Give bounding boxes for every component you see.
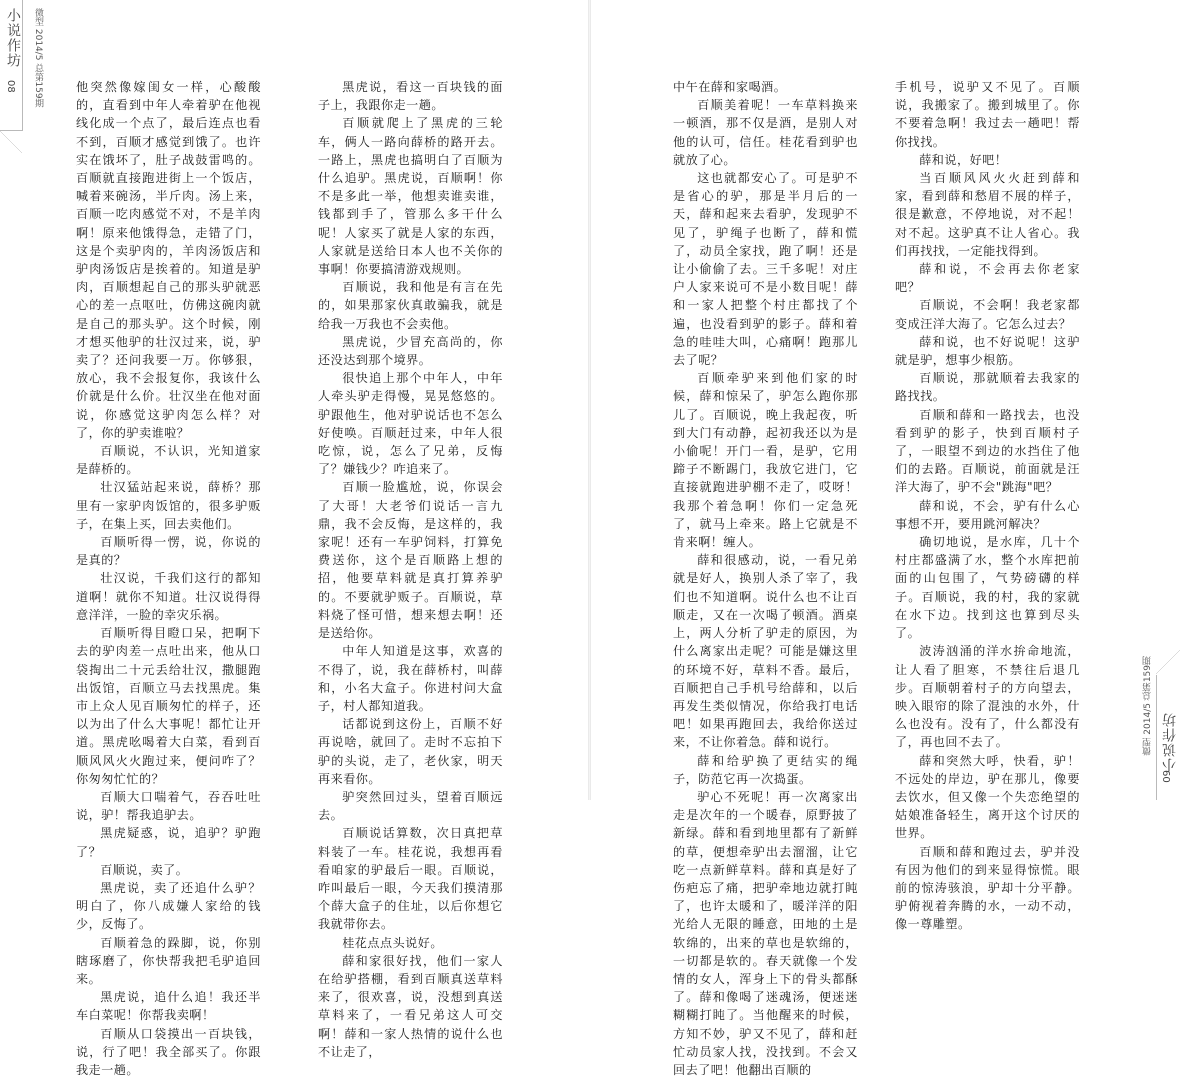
left-magazine-name: 小说作坊 [5,8,21,68]
paragraph: 薛和说，好吧！ [919,152,1008,167]
right-page-column-2 [895,78,1080,932]
paragraph: 壮汉猛站起来说，薛桥？那里有一家驴肉饭馆的，很多驴贩子，在集上买，回去卖他们。 [76,480,261,531]
paragraph: 百顺牵驴来到他们家的时候，薛和惊呆了，驴怎么跑你那儿了。百顺说，晚上我起夜，听到大门有动静，起初我还以为是小偷呢！开门一看，是驴，它用蹄子不断踢门，我放它进门，它直接就跑进驴棚不走了，哎呀！我那个着急啊！你们一定急死了，就马上牵来。路上它就是不肯来啊！缠人。 [673,371,858,550]
right-issue-info: 微型 2014/5 总第159期 [1143,656,1153,756]
paragraph: 薛和很感动，说，一看兄弟就是好人，换别人杀了宰了，我们也不知道啊。说什么也不让百顺走，又在一次喝了顿酒。酒桌上，两人分析了驴走的原因，为什么离家出走呢？可能是嫌这里的环境不好，草料不香。最后，百顺把自己手机号给薛和，以后再发生类似情况，你给我打电话吧！如果再跑回去，我给你送过来，不让你着急。薛和说行。 [673,553,858,750]
paragraph: 薛和说，不会，驴有什么心事想不开，要用跳河解决？ [895,498,1080,531]
paragraph: 黑虎疑惑，说，追驴？驴跑了？ [76,826,261,859]
paragraph: 百顺说话算数，次日真把草料装了一车。桂花说，我想再看看咱家的驴最后一眼。百顺说，咋叫最后一眼，今天我们摸清那个薛大盒子的住址，以后你想它我就带你去。 [318,826,503,932]
paragraph: 薛和给驴换了更结实的绳子，防范它再一次捣蛋。 [673,753,858,786]
paragraph: 百顺从口袋摸出一百块钱，说，行了吧！我全部买了。你跟我走一趟。 [76,1026,261,1077]
paragraph: 百顺说，不会啊！我老家都变成汪洋大海了。它怎么过去？ [895,298,1080,331]
paragraph: 薛和说，也不好说呢！这驴就是驴，想事少根筋。 [895,334,1080,368]
paragraph: 中午在薛和家喝酒。 [673,80,787,94]
paragraph: 百顺听得目瞪口呆，把啊下去的驴肉差一点吐出来，他从口袋掏出二十元丢给壮汉，撒腿跑出饭馆，百顺立马去找黑虎。集市上众人见百顺匆忙的样子，还以为出了什么大事呢！都忙让开道。黑虎吆喝着大白菜，看到百顺风风火火跑过来，便问咋了？你匆匆忙忙的？ [76,626,261,786]
left-page-column-2 [318,78,503,1059]
right-page-number: 09 [1162,770,1173,783]
paragraph: 黑虎说，看这一百块钱的面子上，我跟你走一趟。 [318,80,503,113]
paragraph: 很快追上那个中年人，中年人牵头驴走得慢，晃晃悠悠的。驴跟他生，他对驴说话也不怎么好使唤。百顺赶过来，中年人很吃惊，说，怎么了兄弟，反悔了？嫌钱少？咋追来了。 [318,371,503,477]
paragraph: 百顺就爬上了黑虎的三轮车，俩人一路向薛桥的路开去。一路上，黑虎也搞明白了百顺为什么追驴。黑虎说，百顺啊！你不是多此一举，他想卖谁卖谁，钱都到手了，管那么多干什么呢！人家买了就是人家的东西，人家就是送给日本人也不关你的事啊！你要搞清游戏规则。 [318,116,503,277]
right-magazine-name: 小说作坊 [1162,712,1178,772]
paragraph: 驴突然回过头，望着百顺远去。 [318,789,503,823]
paragraph: 驴心不死呢！再一次离家出走是次年的一个暖春，原野披了新绿。薛和看到地里都有了新鲜的草，便想牵驴出去溜溜，让它吃一点新鲜草料。薛和真是好了伤疤忘了痛，把驴牵地边就打盹了，也许太暖和了，暖洋洋的阳光给人无限的睡意，田地的土是软绵的，出来的草也是软绵的，一切都是软的。春天就像一个发情的女人，浑身上下的骨头都酥了。薛和像喝了迷魂汤，便迷迷糊糊打盹了。当他醒来的时候，方知不妙，驴又不见了，薛和赶忙动员家人找，没找到。不会又回去了吧！他翻出百顺的 [673,789,858,1077]
paragraph: 中年人知道是这事，欢喜的不得了，说，我在薛桥村，叫薛和，小名大盒子。你进村问大盒子，村人都知道我。 [318,644,503,713]
paragraph: 话都说到这份上，百顺不好再说啥，就回了。走时不忘拍下驴的头说，走了，老伙家，明天再来看你。 [318,717,503,786]
left-issue-info: 微型 2014/5 总第159期 [33,8,43,108]
paragraph: 薛和说，不会再去你老家吧？ [895,262,1080,295]
paragraph: 桂花点点头说好。 [342,935,443,950]
paragraph: 百顺着急的跺脚，说，你别瞎琢磨了，你快帮我把毛驴追回来。 [76,935,261,986]
right-page-column-1 [673,78,858,1077]
paragraph: 薛和家很好找，他们一家人在给驴搭棚，看到百顺真送草料来了，很欢喜，说，没想到真送草料来了，一看兄弟这人可交啊！薛和一家人热情的说什么也不让走了， [318,953,503,1059]
paragraph: 壮汉说，千我们这行的都知道啊！就你不知道。壮汉说得得意洋洋，一脸的幸灾乐祸。 [76,571,261,622]
paragraph: 手机号，说驴又不见了。百顺说，我搬家了。搬到城里了。你不要着急啊！我过去一趟吧！帮你找找。 [895,80,1080,149]
paragraph: 百顺一脸尴尬，说，你误会了大哥！大老爷们说话一言九鼎，我不会反悔，是这样的，我家呢！还有一车驴饲料，打算免费送你，这个是百顺路上想的招，他要草料就是真打算养驴的。不要就驴贩子。百顺说，草料烧了怪可惜，想来想去啊！还是送给你。 [318,480,503,641]
paragraph: 百顺美着呢！一车草料换来一顿酒，那不仅是酒，是别人对他的认可，信任。桂花看到驴也就放了心。 [673,98,858,167]
paragraph: 确切地说，是水库，几十个村庄都盛满了水，整个水库把前面的山包围了，气势磅礴的样子。百顺说，我的村，我的家就在水下边。找到这也算到尽头了。 [895,535,1080,641]
left-page-number: 08 [5,80,16,93]
paragraph: 百顺说，我和他是有言在先的，如果那家伙真敢骗我，就是给我一万我也不会卖他。 [318,280,503,331]
paragraph: 这也就都安心了。可是驴不是省心的驴，那是半月后的一天，薛和起来去看驴，发现驴不见了，驴绳子也断了，薛和慌了，动员全家找，跑了啊！还是让小偷偷了去。三千多呢！对庄户人家来说可不是小数目呢！薛和一家人把整个村庄都找了个遍，也没看到驴的影子。薛和着急的哇哇大叫，心痛啊！跑那儿去了呢？ [673,171,858,368]
left-page-column-1 [76,78,261,1077]
paragraph: 黑虎说，少冒充高尚的，你还没达到那个境界。 [318,334,503,368]
paragraph: 百顺和薛和跑过去，驴并没有因为他们的到来显得惊慌。眼前的惊涛骇浪，驴却十分平静。驴俯视着奔腾的水，一动不动，像一尊雕塑。 [895,844,1080,932]
paragraph: 百顺听得一愣，说，你说的是真的？ [76,535,261,568]
paragraph: 百顺说，卖了。 [100,862,189,877]
paragraph: 黑虎说，卖了还追什么驴？明白了，你八成嫌人家给的钱少，反悔了。 [76,880,261,932]
page-gutter [588,0,591,800]
paragraph: 波涛汹涌的洋水拚命地流，让人看了胆寒，不禁往后退几步。百顺朝着村子的方向望去，映入眼帘的除了混浊的水外，什么也没有。没有了，什么都没有了，再也回不去了。 [895,644,1080,750]
paragraph: 百顺说，那就顺着去我家的路找找。 [895,371,1080,404]
paragraph: 黑虎说，追什么追！我还半车白菜呢！你帮我卖啊！ [76,990,261,1023]
paragraph: 百顺大口喘着气，吞吞吐吐说，驴！帮我追驴去。 [76,789,261,823]
paragraph: 薛和突然大呼，快看，驴！不远处的岸边，驴在那儿，像要去饮水，但又像一个失恋绝望的姑娘准备轻生，离开这个讨厌的世界。 [895,753,1080,841]
paragraph: 当百顺风风火火赶到薛和家，看到薛和愁眉不展的样子，很是歉意，不停地说，对不起！对不起。这驴真不让人省心。我们再找找，一定能找得到。 [895,171,1080,258]
paragraph: 百顺说，不认识，光知道家是薛桥的。 [76,444,261,477]
paragraph: 他突然像嫁闺女一样，心酸酸的，直看到中年人牵着驴在他视线化成一个点了，最后连点也看不到，百顺才感觉到饿了。也许实在饿坏了，肚子战鼓雷鸣的。百顺就直接跑进街上一个饭店，喊着来碗汤，半斤肉。汤上来，百顺一吃肉感觉不对，不是羊肉啊！原来他饿得急，走错了门，这是个卖驴肉的，羊肉汤饭店和驴肉汤饭店是挨着的。知道是驴肉，百顺想起自己的那头驴就恶心的差一点呕吐，仿佛这碗肉就是自己的那头驴。这个时候，刚才想买他驴的壮汉过来，说，驴卖了？还问我要一万。你够狠，放心，我不会报复你，我该什么价就是什么价。壮汉坐在他对面说，你感觉这驴肉怎么样？对了，你的驴卖谁啦？ [76,80,261,440]
paragraph: 百顺和薛和一路找去，也没看到驴的影子，快到百顺村子了，一眼望不到边的水挡住了他们的去路。百顺说，前面就是汪洋大海了，驴不会"跳海"吧？ [895,407,1080,495]
